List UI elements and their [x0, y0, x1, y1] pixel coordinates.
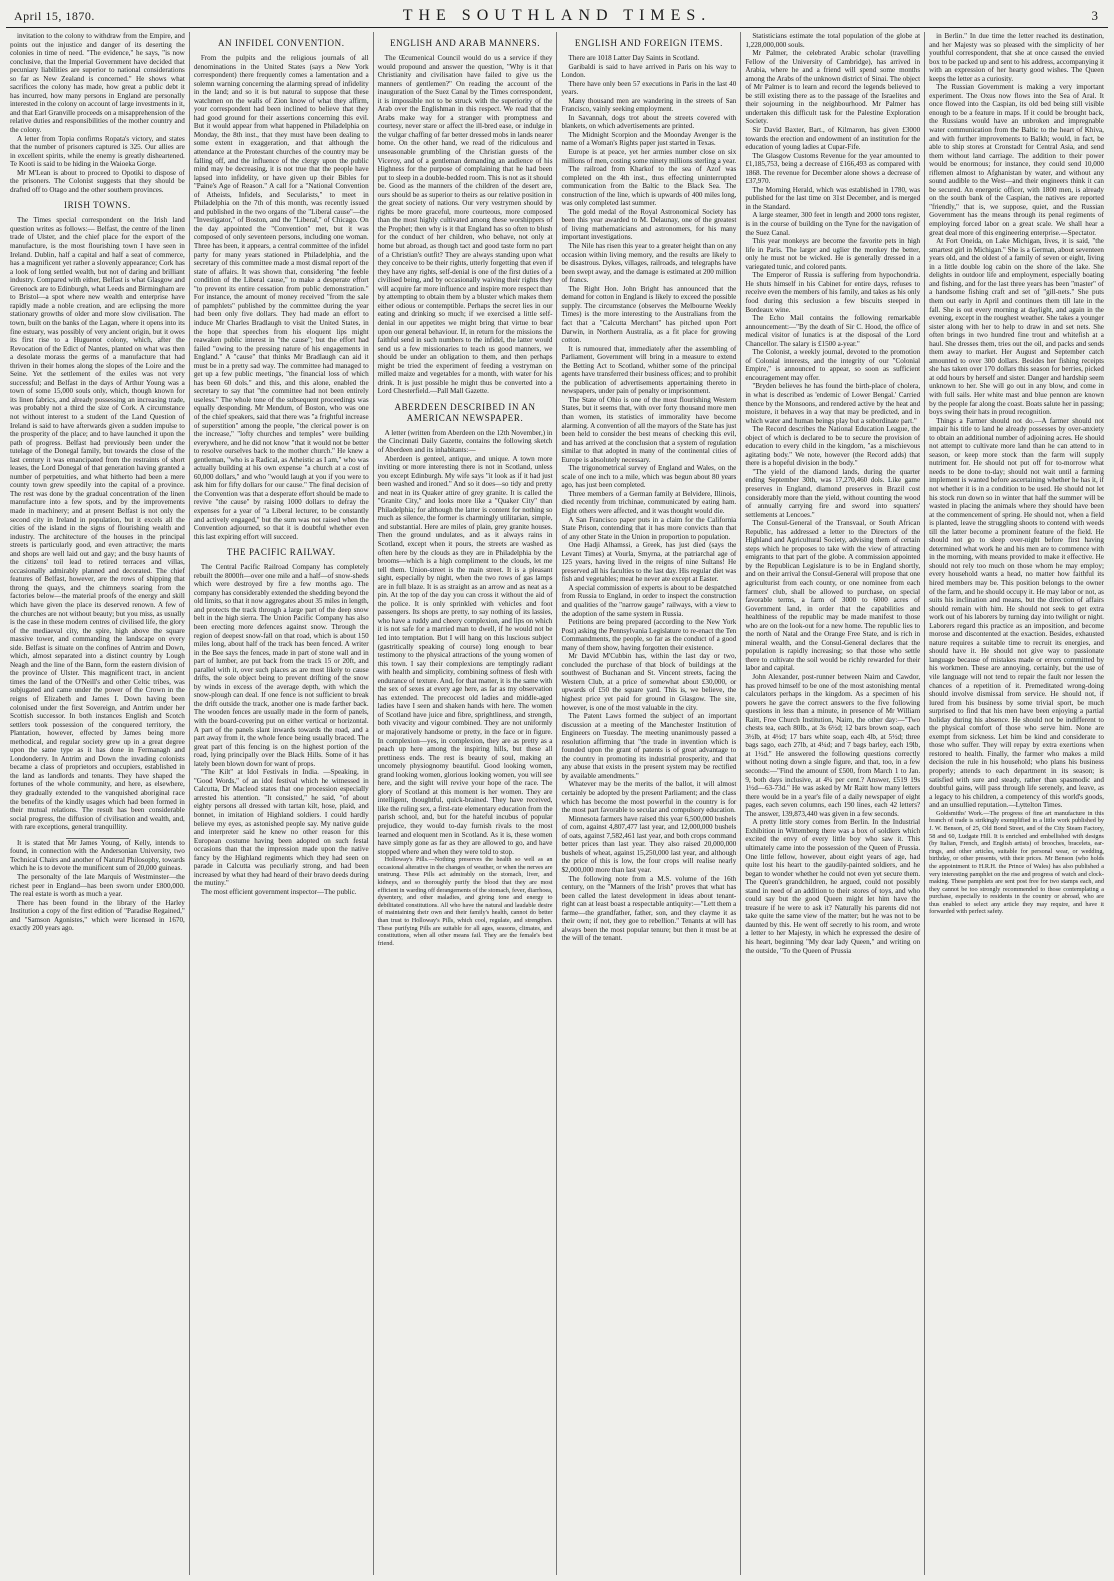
article-paragraph: The personalty of the late Marquis of Westminster—the richest peer in England—has been sworn under £800,000. The real estate is worth as much a year. — [10, 872, 185, 899]
article-paragraph: Minnesota farmers have raised this year 6,500,000 bushels of corn, against 4,807,477 last year, and 12,000,000 bushels of oats, against 7,582,461 last year, and both crops command better prices than last year. They also raised 20,000,000 bushels of wheat, against 15,250,000 last year, and although the price of this is low, the four crops will realise nearly $2,000,000 more than last year. — [561, 814, 737, 874]
article-paragraph: Mr David M'Cubbin has, within the last day or two, concluded the purchase of that block of buildings at the southwest of Buchanan and St. Vincent streets, facing the Western Club, at a price of somewhat about £30,000, or upwards of £50 the square yard. This is, we believe, the highest price yet paid for ground in Glasgow. The site, however, is one of the most valuable in the city. — [561, 652, 737, 712]
article-paragraph: Aberdeen is genteel, antique, and unique. A town more inviting or more interesting there is not in Scotland, unless you except Edinburgh. My wife says "it look as if it had just been washed and ironed." And so it does—so tidy and pretty and neat in its Quaker attire of grey granite. It is called the "Granite City," and looks more like a "Quaker City" than Philadelphia; for although the latter is content for nothing so much as silence, the former is charmingly utilitarian, simple, and substantial. Here are miles of plain, grey granite houses. Then the ground undulates, and as it always rains in Scotland, except when it pours, the streets are washed as often here by the clouds as they are in Philadelphia by the brooms—which is a high compliment to the clouds, let me tell them. Union-street is the main street. It is a pleasant sight, especially by night, when the two rows of gas lamps are in full blaze. It is as straight as an arrow and as neat as a pin. At the top of the day you can cross it without the aid of the police. It is only sprinkled with vehicles and foot passengers. Its shops are pretty, to say nothing of its lassies, who have a ruddy and cheery complexion, and lips on which it is not safe for a married man to dwell, if he would not be led into temptation. But I will hang on this luscious subject (gastritically speaking of course) long enough to bear testimony to the physical attractions of the young women of this town. I say their complexions are temptingly radiant with health and simplicity, combining softness of flesh with endurance of texture. And, for that matter, it is the same with the sex of sexes at every age here, as far as my observation has extended. The precocest old ladies and middle-aged ladies have I seen and shaken hands with here. The women of Scotland have juice and fibre, sprightliness, and strength, both vivacity and vigour combined. They are not uniformly or majoratively handsome or pretty, in the face or in figure. In complexion—yes, in complexion, they are as pretty as a peach up here among the inspiring hills, but these all prettiness ends. The rest is beauty of soul, making an uncomely physiognomy beautiful. Good looking women, grand looking women, glorious looking women, you will see here, and the sight will revive your hope of the race. The glory of Scotland at this moment is her women. They are intelligent, thoughtful, quick-brained. They have received, like the ruling sex, a first-rate elementary education from the parish school, and, but for the hateful incubus of popular prejudice, they would to-day furnish rivals to the most learned and eloquent men in Scotland. As it is, these women have simply gone as far as they are allowed to go, and have stopped where and when they were told to stop. — [377, 454, 553, 856]
article-paragraph: The Nile has risen this year to a greater height than on any occasion within living memory, and the results are likely to be disastrous. Dykes, villages, railroads, and telegraphs have been swept away, and the damage is estimated at 200 million of francs. — [561, 242, 737, 285]
article-paragraph: Garibaldi is said to have arrived in Paris on his way to London. — [561, 62, 737, 80]
article-paragraph: Whatever may be the merits of the ballot, it will almost certainly be adopted by the present Parliament; and the class which has become the most powerful in the country is for the most part favorable to secular and compulsory education. — [561, 780, 737, 815]
article-headline: AN INFIDEL CONVENTION. — [217, 38, 345, 48]
article-paragraph: in Berlin." In due time the letter reached its destination, and her Majesty was so pleased with the simplicity of her youthful correspondent, that she at once caused the envied box to be packed up and sent to his address, accompanying it with an expression of her hearty good wishes. The Queen keeps the letter as a curiosity. — [929, 32, 1104, 83]
article-paragraph: At Fort Oneida, on Lake Michigan, lives, it is said, "the smartest girl in Michigan." She is a German, about seventeen years old, and the oldest of a family of seven or eight, living in a little double log cabin on the shore of the lake. She delights in outdoor life and employment, especially boating and fishing, and for the last three years has been "master" of a handsome fishing craft and set of "gill-nets." She puts them out early in April and continues them till late in the fall. She is out every morning at daylight, and again in the evening, except in the roughest weather. She takes a younger sister along with her to help to draw in and set nets. She often brings in two hundred fine trout and whitefish at a haul. She dresses them, tries out the oil, and packs and sends them away to market. Her August and September catch amounted to over 300 dollars. Besides her fishing receipts she has taken over 170 dollars this season for berries, picked at odd hours by herself and sister. Danger and hardship seem unknown to her. She will go out in any blow, and come in with full sails. Her white mast and blue pennon are known by the people far along the coast. Boats salute her in passing; boys swing their hats in proud recognition. — [929, 237, 1104, 417]
masthead — [6, 4, 1108, 28]
article-paragraph: Mr M'Lean is about to proceed to Opotiki to dispose of the prisoners. The Colonist suggests that they should be drafted off to Otago and the other southern provinces. — [10, 168, 185, 194]
advertisement-paragraph: Holloway's Pills.—Nothing preserves the health so well as an occasional alterative in the changes of weather, or when the nerves are unstrung. These Pills act admirably on the stomach, liver, and kidneys, and so thoroughly purify the blood that they are most efficient in warding off derangements of the stomach, fever, diarrhoea, dysentery, and other maladies, and giving tone and energy to debilitated constitutions. All who have the natural and laudable desire of maintaining their own and their family's health, cannot do better than trust to Holloway's Pills, which cool, regulate, and strengthen. These purifying Pills are suitable for all ages, seasons, climates, and constitutions, when all other means fail. They are the female's best friend. — [377, 856, 553, 947]
article-paragraph: Statisticians estimate the total population of the globe at 1,228,000,000 souls. — [745, 32, 921, 49]
article-paragraph: Europe is at peace, yet her armies number close on six millions of men, costing some ninety millions sterling a year. — [561, 148, 737, 165]
article-paragraph: A letter from Topia confirms Ropata's victory, and states that the number of prisoners captured is 325. Our allies are in excellent spirits, while the enemy is greatly disheartened. Te Kooti is said to be hiding in the Waioeka Gorge. — [10, 134, 185, 169]
article-paragraph: invitation to the colony to withdraw from the Empire, and points out the injustice and danger of its deserting the colonies in time of need. "The evidence," he says, "is now conclusive, that the Imperial Government have decided that pecuniary liabilities are superior to national considerations so far as New Zealand is concerned." He shows what sacrifices the colony has made, how great a public debt it has incurred, how many persons in England are personally interested in the colony on account of large investments in it, and that Earl Granville proceeds on a misapprehension of the relative duties and responsibilities of the mother country and the colony. — [10, 32, 185, 135]
article-paragraph: From the pulpits and the religious journals of all denominations in the United States (says a New York correspondent) there frequently comes a lamentation and a solemn warning concerning the alarming spread of infidelity in the land; and so it is but natural to suppose that these watchmen on the walls of Zion know of what they affirm, your correspondent had been inclined to believe that they had good ground for their assertions concerning this evil. But it would appear from what happened in Philadelphia on Monday, the 8th inst., that they must have been dealing to some extent in exaggeration, and that although the attendance at the Protestant churches of the country may be falling off, and the influence of the clergy upon the public mind may be decreasing, it is not true that the people have lapsed into infidelity, or have given up their Bibles for "Paine's Age of Reason." A call for a "National Convention of Atheists, Infidels, and Secularists," to meet in Philadelphia on the 7th of this month, was recently issued and published in the two organs of the "Liberal cause"—the "Investigator," of Boston, and the "Liberal," of Chicago. On the day appointed the "Convention" met, but it was composed of only seventeen persons, including one woman. Three has been, it appears, a central committee of the infidel party for many years stationed in Philadelphia, and the secretary of this committee made a most dismal report of the state of affairs. It was shown that, considering "the feeble condition of the Liberal cause," to make a desperate effort "to prevent its entire cessation from public demonstration." For instance, the amount of money received "from the sale of pamphlets" published by the committee during the year had been only five dollars. They had made an effort to induce Mr Charles Bradlaugh to visit the United States, in the hope that speeches from his eloquent lips might reawaken public interest in "the cause"; but the effort had failed "owing to the pressing nature of his engagements in England." A "cause" that thinks Mr Bradlaugh can aid it must be in a pretty sad way. The committee had managed to get up a few public meetings, "the financial loss of which has been 60 dols." and this, and this alone, enabled the secretary to say that "the committee had not been entirely useless." The whole tone of the subsequent proceedings was equally desponding. Mr Mendum, of Boston, who was one of the chief speakers, said that there was "a frightful increase of superstition" among the people, "the clerical power is on the increase," "lofty churches and temples" were building everywhere, and he did not know "that it would not be better to resolve ourselves back to the mother church." He knew a gentleman, "who is a Radical, as Atheistic as I am," who was actually building at his own expense "a church at a cost of 60,000 dollars," and who "would laugh at you if you were to ask him for fifty dollars for our cause." The final decision of the Convention was that a desperate effort should be made to revive "the cause" by raising 1000 dollars to defray the expenses for a year of "a Liberal lecturer, to be constantly and actively engaged," but the sum was not raised when the Convention adjourned, so that it is doubtful whether even this last expiring effort will succeed. — [193, 54, 369, 541]
article-paragraph: A pretty little story comes from Berlin. In the Industrial Exhibition in Wittemberg there was a box of soldiers which excited the envy of every little boy who saw it. This ultimately came into the possession of the Queen of Prussia. One little fellow, however, about eight years of age, had quite lost his heart to the gaudily-painted soldiers, and he began to wonder whether he could not even yet secure them. The Queen's grandchildren, he argued, could not possibly stand in need of an addition to their stores of toys, and who could say but the good Queen might let him have the treasure if he were to ask it? Naturally his parents did not take quite the same view of the matter; but he was not to be daunted by this. He went off secretly to his room, and wrote a letter to her Majesty, in which he expressed the desire of his heart, beginning "My dear lady Queen," and writing on the outside, "To the Queen of Prussia — [745, 818, 921, 955]
article-headline: IRISH TOWNS. — [63, 200, 131, 211]
article-paragraph: The trigonometrical survey of England and Wales, on the scale of one inch to a mile, which was begun about 80 years ago, has just been completed. — [561, 464, 737, 490]
page-number: 3 — [1091, 8, 1098, 23]
article-paragraph: The Record describes the National Education League, the object of which is declared to be to secure the provision of education to every child in the kingdom, "as a mischievous agitating body." We note, however (the Record adds) that there is a hopeful division in the body." — [745, 425, 921, 468]
article-paragraph: The Echo Mail contains the following remarkable announcement:—"By the death of Sir C. Hood, the office of medical visitor of lunatics is at the disposal of the Lord Chancellor. The salary is £1500 a-year." — [745, 314, 921, 348]
issue-date: April 15, 1870. — [14, 9, 95, 23]
article-paragraph: The railroad from Kharkof to the sea of Azof was completed on the 4th inst., thus effecting uninterrupted communication from the Baltic to the Black Sea. The construction of the line, which is upwards of 400 miles long, was only completed last summer. — [561, 165, 737, 208]
article-paragraph: The Central Pacific Railroad Company has completely rebuilt the 8000ft—over one mile and a half—of snow-sheds which were destroyed by fire a few months ago. The company has considerably extended the shedding beyond the old limits, so that it now aggregates about 35 miles in length, and protects the track through a large part of the deep snow belt in the high sierra. The Union Pacific Company has also been erecting more defences against snow. Through the region of deepest snow-fall on that road, which is about 150 miles long, about half of the track has been fenced. A writer in the Bee says the fences, made in part of stone wall and in part of lumber, are put back from the track 15 or 20ft, and parallel with it, over such places as are most likely to cause drifts, the sole object being to prevent drifting of the snow by winds in excess of the average depth, with which the snow-plough can deal. If one fence is not sufficient to break the drift outside the track, another one is made farther back. The wooden fences are usually made in the form of panels, with the board-covering put on either vertical or horizontal. A part of the panels slant inwards towards the road, and a part away from it, the whole fence being usually braced. The great part of this fencing is on the highest portion of the road, lying principally over the Black Hills. Some of it has lately been blown down for want of props. — [193, 563, 369, 768]
article-headline: THE PACIFIC RAILWAY. — [226, 547, 336, 558]
article-paragraph: One Hadji Alhamssi, a Greek, has just died (says the Levant Times) at Vourla, Smyrna, at the patriarchal age of 125 years, having lived in the reigns of nine Sultans! He preserved all his faculties to the last day. His regular diet was fish and vegetables; meat he never ate except at Easter. — [561, 541, 737, 584]
article-paragraph: The Midnight Scorpion and the Moonday Avenger is the name of a Woman's Rights paper just started in Texas. — [561, 130, 737, 148]
article-paragraph: It is stated that Mr James Young, of Kelly, intends to found, in connection with the Andersonian University, two Technical Chairs and another of Natural Philosophy, towards which he is to devote the munificent sum of 20,000 guineas. — [10, 838, 185, 873]
article-paragraph: The Emperor of Russia is suffering from hypochondria. He shuts himself in his Cabinet for entire days, refuses to receive even the members of his family, and takes as his only food during this seclusion a few biscuits steeped in Bordeaux wine. — [745, 271, 921, 314]
article-paragraph: The Morning Herald, which was established in 1780, was published for the last time on 31st December, and is merged in the Standard. — [745, 185, 921, 211]
article-paragraph: Sir David Baxter, Bart., of Kilmaron, has given £3000 towards the erection and endowment of an institution for the education of young ladies at Cupar-Fife. — [745, 126, 921, 152]
newspaper-title: THE SOUTHLAND TIMES. — [402, 7, 712, 24]
article-paragraph: "The Kilt" at Idol Festivals in India. —Speaking, in "Good Words," of an idol festival which he witnessed in Calcutta, Dr Macleod states that one procession especially arrested his attention. "It consisted," he said, "of about eighty persons all dressed with tartan kilt, hose, plaid, and bonnet, in imitation of Highland soldiers. I could hardly believe my eyes, as astonished people say. My native guide and interpreter said he knew no other reason for this European costume having been adopted on such festal occasions than that the impression made upon the native fancy by the Highland regiments which they had seen on parade in Calcutta was peculiarly strong, and had been increased by what they had heard of their bravo deeds during the mutiny." — [193, 768, 369, 888]
article-paragraph: A special commission of experts is about to be despatched from Russia to England, in order to inspect the construction and qualities of the "narrow gauge" railways, with a view to the adoption of the same system in Russia. — [561, 583, 737, 618]
article-paragraph: The following note from a M.S. volume of the 16th century, on the "Manners of the Irish" proves that what has been called the latest development in ideas about tenant-right can at least boast a respectable antiquity:—"Lett them a farme—the grandfather, father, son, and they clayme it as their own; if not, they goe to rebellion." Tenants at will has always been the most popular tenure; but then it must be at the will of the tenant. — [561, 874, 737, 943]
article-paragraph: Things a Farmer should not do.—A farmer should not impair his title to land he already possesses by over-anxiety to obtain an additional number of adjoining acres. He should not attempt to cultivate more land than he can attend to in season, or keep more stock than the farm will supply nutriment for. He should not put off for to-morrow what needs to be done to-day; should not wait until a farming implement is wanted before ascertaining whether he has it, if not whether it is in a condition to be used. He should not let his stock run down so in winter that half the summer will be wasted in placing the animals where they should have been at the commencement of spring. He should not, when a field is planted, leave the struggling shoots to contend with weeds till the latter become a prominent feature of the field. He should not go to sleep over-night before first having determined what work he and his men are to commence with in the morning, with means provided to make it effective. He should not rely too much on those whom he may employ; every household wants a head, no matter how faithful its hired members may be. This position belongs to the owner of the farm, and he should occupy it. He may labor or not, as suits his inclination and means, but the direction of affairs should remain with him. He should not seek to get extra work out of his laborers by turning day into twilight or night. Laborers regard this practice as an imposition, and become morose and discontented at the exaction. Besides, exhausted nature requires a suitable time to recruit its energies, and should have it. He should not give way to passionate language because of mistakes made or errors committed by his workmen. These are annoying, certainly, but the use of vile language will not tend to repair the fault nor lessen the chances of a repetition of it. Premeditated wrong-doing should involve dismissal from service. He should not, if lured from his business by some trivial sport, be much surprised to find that his men have been enjoying a partial holiday during his absence. He should not be indifferent to the physical comfort of those who serve him. None are exempt from sickness. Let him be kind and considerate to those who suffer. They will repay by extra exertions when restored to health. Finally, the farmer who makes a mild decision the rule in his household; who plans his business properly; attends to each department in its season; is satisfied with sure and steady, rather than spasmodic and doubtful gains, will pass through life serenely, and leave, as a legacy to his children, a competency of this world's goods, and an unsullied reputation.—Lyttelton Times. — [929, 416, 1104, 810]
article-paragraph: In Savannah, dogs trot about the streets covered with blankets, on which advertisements are printed. — [561, 113, 737, 131]
article-paragraph: Mr Palmer, the celebrated Arabic scholar (travelling Fellow of the University of Cambridge), has arrived in Arabia, where he and a friend will spend some months among the Arabs of the unknown district of Sinai. The object of Mr Palmer is to learn and record the legends believed to be still existing there as to the passage of the Israelites and their sojourning in the neighbourhood. Mr Palmer has undertaken this difficult task for the Palestine Exploration Society. — [745, 49, 921, 126]
article-paragraph: This year monkeys are become the favorite pets in high life in Paris. The larger and uglier the monkey the better, only he must not be wicked. He is generally dressed in a variegated tunic, and colored pants. — [745, 237, 921, 271]
article-paragraph: The Russian Government is making a very important experiment. The Oxus now flows into the Sea of Aral. It once flowed into the Caspian, its old bed being still visible enough to be a feature in maps. If it could be brought back, the Russians would have an unbroken and impregnable water communication from the Baltic to the heart of Khiva, and with further improvements to Balkh; would, in fact, be able to ship stores at Cronstadt for Central Asia, and send them without land carriage. The addition to their power would be enormous; for instance, they could send 10,000 riflemen almost to Afghanistan by water, and without any sound audible to the West—and their engineers think it can be secured. An energetic officer, with 1800 men, is already on the south bank of the Caspian, the natives are reported "friendly," that is, we suppose, quiet, and the Russian Government has the means through its penal regiments of employing forced labor on a great scale. We shall hear a great deal more of this engineering enterprise.—Spectator. — [929, 83, 1104, 237]
article-paragraph: The Patent Laws formed the subject of an important discussion at a meeting of the Manchester Institution of Engineers on Tuesday. The meeting unanimously passed a resolution affirming that "the trade in invention which is founded upon the grant of patents is of great advantage to the country in promoting its industrial prosperity, and that any abuse that exists in the present system may be rectified by available amendments." — [561, 712, 737, 780]
article-paragraph: "The yield of the diamond lands, during the quarter ending September 30th, was 17,270,460 dols. Like game preserves in England, diamond preserves in Brazil cost considerably more than the yield, without counting the wood of annually carrying fire and sword into squatters' settlements at Lencoes." — [745, 467, 921, 519]
article-headline: ENGLISH AND FOREIGN ITEMS. — [574, 38, 723, 48]
article-paragraph: The Œcumenical Council would do us a service if they would propound and answer the question, "Why is it that Christianity and civilisation have failed to give us the manners of gentlemen?" On reading the account of the inauguration of the Suez Canal by the Times correspondent, it is impossible not to be struck with the superiority of the Arab over the Englishman in this respect. We read that the Arabs make way for a stranger with promptness and courtesy, never stare or affect the ill-bred ease, or indulge in the vulgar chaffing of far better dressed mobs in lands nearer home. On the other hand, we read of the ridiculous and unseasonable grumbling of the Christian guests of the Viceroy, and of a gentleman demanding an audience of his Highness for the purpose of complaining that he had been put to sleep in a double-bedded room. This is not as it should be. Good as the manners of the children of the desert are, ours should be as superior to theirs as our relative position in the great society of nations. Our very vestrymen should by rights be more graceful, more courteous, more composed than the most highly cultivated among these worshippers of the Prophet; then why is it that England has so often to blush for the conduct of her children, who behave, not only at home but abroad, as though tact and good taste form no part of a Christian's outfit? They are always standing upon what they conceive to be their rights, utterly forgetting that even if they have any rights, self-denial is one of the first duties of a civilised being, and by occasionally waiving their rights they will acquire far more influence and inspire more respect than by attempting to obtain them by a bluster which makes them either odious or contemptible. Perhaps the secret lies in our eating and drinking so much; if we exercised a little self-denial in our appetites we might bring that virtue to bear upon our general behaviour. If, in return for the missions the faithful send in such numbers to the infidel, the latter would send us a few missionaries to teach us good manners, we should be under an obligation to them, and then perhaps might be tried the experiment of feeding a vestryman on milled maize and vegetables for a month, with water for his drink. It is just possible he might thus be converted into a Lord Chesterfield.—Pall Mall Gazette. — [377, 54, 553, 396]
article-paragraph: Three members of a German family at Belvidere, Illinois, died recently from trichinae, communicated by eating ham. Eight others were affected, and it was thought would die. — [561, 489, 737, 515]
article-paragraph: John Alexander, post-runner between Nairn and Cawdor, has proved himself to be one of the most astonishing mental calculators perhaps in the kingdom. As a specimen of his powers he gave the correct answers to the five following questions in less than a minute, in presence of Mr William Raitt, Free Church Institution, Nairn, the other day:—"Two chests tea, each 80lb., at 3s 6½d; 12 bars brown soap, each 3½lb, at 4½d; 17 bars white soap, each 4lb, at 5½d; three bags sago, each 27lb, at 4¼d; and 7 bags barley, each 19lb, at 1½d." He answered the following questions correctly without noting down a single figure, and that, too, in a few seconds:—"Find the amount of £500, from March 1 to Jan. 9, both days inclusive, at 4¼ per cent.? Answer, £519 19s 1½d—63-73d." He was asked by Mr Raitt how many letters there would be in a year's file of a daily newspaper of eight pages, each seven columns, each 190 lines, each 42 letters? The answer, 139,873,440 was given in a few seconds. — [745, 673, 921, 818]
article-headline: ABERDEEN DESCRIBED IN AN AMERICAN NEWSPAPER. — [394, 401, 536, 423]
article-paragraph: The Right Hon. John Bright has announced that the demand for cotton in England is likely to exceed the possible supply. The circumstance (observes the Melbourne Weekly Times) is the more interesting to the Australians from the fact that a "Calcutta Merchant" has pitched upon Port Darwin, in Northern Australia, as a fit place for growing cotton. — [561, 284, 737, 345]
article-paragraph: The State of Ohio is one of the most flourishing Western States, but it seems that, with over forty thousand more men than women, its statistics of immorality have become alarming. A convention of all the mayors of the State has just been held to consider the best means of checking this evil, and has arrived at the conclusion that a system of regulation similar to that adopted in many of the continental cities of Europe is absolutely necessary. — [561, 395, 737, 464]
article-paragraph: The gold medal of the Royal Astronomical Society has been this year awarded to M. Delaunay, one of the greatest of living mathematicians and astronomers, for his many important investigations. — [561, 207, 737, 242]
column-1 — [6, 32, 189, 1575]
article-paragraph: There are 1018 Latter Day Saints in Scotland. — [568, 54, 700, 62]
article-paragraph: There have only been 57 executions in Paris in the last 40 years. — [561, 79, 737, 97]
newspaper-columns — [6, 32, 1108, 1575]
article-paragraph: Petitions are being prepared (according to the New York Post) asking the Pennsylvania Legislature to re-enact the Ten Commandments, the people, so far as the conduct of a good many of them show, having forgotten their existence. — [561, 618, 737, 652]
article-paragraph: The most efficient government inspector—The public. — [200, 887, 357, 896]
article-paragraph: The Colonist, a weekly journal, devoted to the promotion of Colonial interests, and the integrity of our "Colonial Empire," is announced to appear, so soon as sufficient encouragement may offer. — [745, 348, 921, 382]
article-paragraph: Many thousand men are wandering in the streets of San Francisco, vainly seeking employment. — [561, 96, 737, 114]
column-3 — [373, 32, 557, 1575]
advertisement-paragraph: Goldsmiths' Work.—The progress of fine art manufacture in this branch of trade is strikingly exemplified in a little work published by J. W. Benson, of 25, Old Bond Street, and of the City Steam Factory, 58 and 60, Ludgate Hill. It is enriched and embellished with designs (by Italian, French, and English artists) of brooches, bracelets, ear-rings, and other articles, suitable for personal wear, or wedding, birthday, or other presents, with their prices. Mr Benson (who holds the appointment to H.R.H. the Prince of Wales) has also published a very interesting pamphlet on the rise and progress of watch and clock-making. These pamphlets are sent post free for two stamps each, and they cannot be too strongly recommended to those contemplating a purchase, especially to residents in the country or abroad, who are thus enabled to select any article they may require, and have it forwarded with perfect safety. — [929, 809, 1104, 916]
column-5 — [740, 32, 924, 1575]
article-paragraph: A large steamer, 300 feet in length and 2000 tons register, is in the course of building on the Tyne for the navigation of the Suez Canal. — [745, 211, 921, 237]
article-paragraph: A letter (written from Aberdeen on the 12th November,) in the Cincinnati Daily Gazette, contains the following sketch of Aberdeen and its inhabitants:— — [377, 428, 553, 454]
article-paragraph: "Bryden believes he has found the birth-place of cholera, in what is described as 'endemic of Lower Bengal.' Carried thence by the Monsoons, and rendered active by the heat and moisture, it behaves in a way that may be predicted, and in which water and human beings play but a subordinate part." — [745, 382, 921, 425]
article-paragraph: It is rumoured that, immediately after the assembling of Parliament, Government will bring in a measure to extend the Betting Act to Scotland, whither some of the principal agents have transferred their business offices; and to prohibit the publication of advertisements appertaining thereto in newspapers, under pain of penalty or imprisonment. — [561, 344, 737, 396]
column-4 — [556, 32, 740, 1575]
article-headline: ENGLISH AND ARAB MANNERS. — [390, 38, 541, 48]
article-paragraph: A San Francisco paper puts in a claim for the California State Prison, contending that it has more convicts than that of any other State in the Union in proportion to population. — [561, 515, 737, 541]
article-paragraph: The Times special correspondent on the Irish land question writes as follows:— Belfast, the centre of the linen trade of Ulster, and the chief place for the export of the manufacture, is the most flourishing town I have seen in Ireland. Dublin, half a capital and half a seat of commerce, has a magnificent yet rather a slovenly appearance; Cork has a look of long settled wealth, but not of daring and brilliant industry. Compared with either, Belfast is what Glasgow and Greenock are to Edinburgh, what Leeds and Birmingham are to Bristol—a spot where new wealth and enterprise have rapidly made a noble creation, and are eclipsing the more stationary growths of older and more slow civilisation. The town, built on the banks of the Lagan, where it opens into its fine estuary, was possibly of very ancient origin, but it owes its first rise to a Huguenot colony, which, after the Revocation of the Edict of Nantes, planted on what was then a desolate morass the germs of a manufacture that had thriven in their homes along the slopes of the Loire and the Seine. Yet the settlement of the exiles was not very successful; and Belfast in the days of Arthur Young was a town of some 15,000 souls only, which, though known for its linen fabrics, and already possessing an increasing trade, was probably not a third the size of Cork. A circumstance not without interest to a student of the Land Question of Ireland is said to have afterwards given a sudden impulse to the prosperity of the place; and to have launched it upon the path of progress. Belfast had previously been under the tutelage of the Donegal family, but towards the close of the last century it was emancipated from the restraints of short leases, the Lord Donegal of that generation having granted a number of perpetuities, and what hitherto had been a mere county town grew speedily into the capital of a province. The rest was done by the gradual concentration of the linen manufacture into a few spots, and by the improvements made in machinery; and at present Belfast is not only the second city in Ireland in population, but it excels all the cities of the island in the signs of flourishing wealth and industry. The architecture of the houses in the principal streets is particularly good, and even attractive; the marts and shops are well laid out and gay; and the busy haunts of the citizens' toil lead to retired terraces and villas, occasionally admirably planned and decorated. The chief features of Belfast, however, are the rows of shipping that throng the quays, and the chimneys soaring from the factories below—the material proofs of the energy and skill which have given the place its deserved renown. A few of the churches are not without beauty; but you miss, as usually is the case in these modern centres of civilised life, the glory of the mediaeval city, the spire, high above the square massive tower, and commanding the landscape on every side. Belfast is situate on the confines of Antrim and Down, which, almost separated into a distinct country by Lough Neagh and the line of the Bann, form the eastern division of the province of Ulster. This magnificent tract, in ancient times the land of the O'Neill's and other Celtic tribes, was subjugated and came under the power of the Crown in the reigns of Elizabeth and James I. Down having been colonised under the first Sovereign, and Antrim under her Scottish successor. In both instances English and Scotch settlers took possession of the conquered territory, the Plantation, however, effected by James being more methodical, and regular society grew up in a great degree upon the same type as it has done in Fermanagh and Londonderry. In Antrim and Down the invading colonists became a class of proprietors and occupiers, established in the land as landlords and tenants. They have shaped the fortunes of the whole community, and here, as elsewhere, they gradually extended to the vanquished aboriginal race the benefits of the kindly usages which had been formed in their mutual relations. The result has been considerable social progress, the diffusion of civilisation and wealth, and, with rare exceptions, general tranquillity. — [10, 216, 185, 832]
article-paragraph: There has been found in the library of the Harley Institution a copy of the first edition of "Paradise Regained," and "Samson Agonistes," which were licensed in 1670, exactly 200 years ago. — [10, 898, 185, 933]
column-6 — [924, 32, 1108, 1575]
article-paragraph: The Glasgow Customs Revenue for the year amounted to £1,185,753, being a decrease of £166,493 as compared with 1868. The revenue for December alone shows a decrease of £37,970. — [745, 151, 921, 186]
article-paragraph: The Consul-General of the Transvaal, or South African Republic, has addressed a letter to the Directors of the Highland and Agricultural Society, advising them of certain steps which he proposes to take with the view of attracting emigrants to that part of the globe. A commission appointed by the Republican Legislature is to be in England shortly, and on their arrival the Consul-General will propose that one agriculturist from each county, or one nominee from each farmers' club, shall be allowed to purchase, on special favorable terms, a farm of 3000 to 6000 acres of Government land, in order that the capabilities and healthiness of the republic may be made manifest to those who are on the look-out for a new home. The republic lies to the north of Natal and the Orange Free State, and is rich in mineral wealth, and the Consul-General declares that the population is rapidly increasing; so that those who settle there to cultivate the soil would be richly rewarded for their labor and capital. — [745, 519, 921, 673]
column-2 — [189, 32, 373, 1575]
